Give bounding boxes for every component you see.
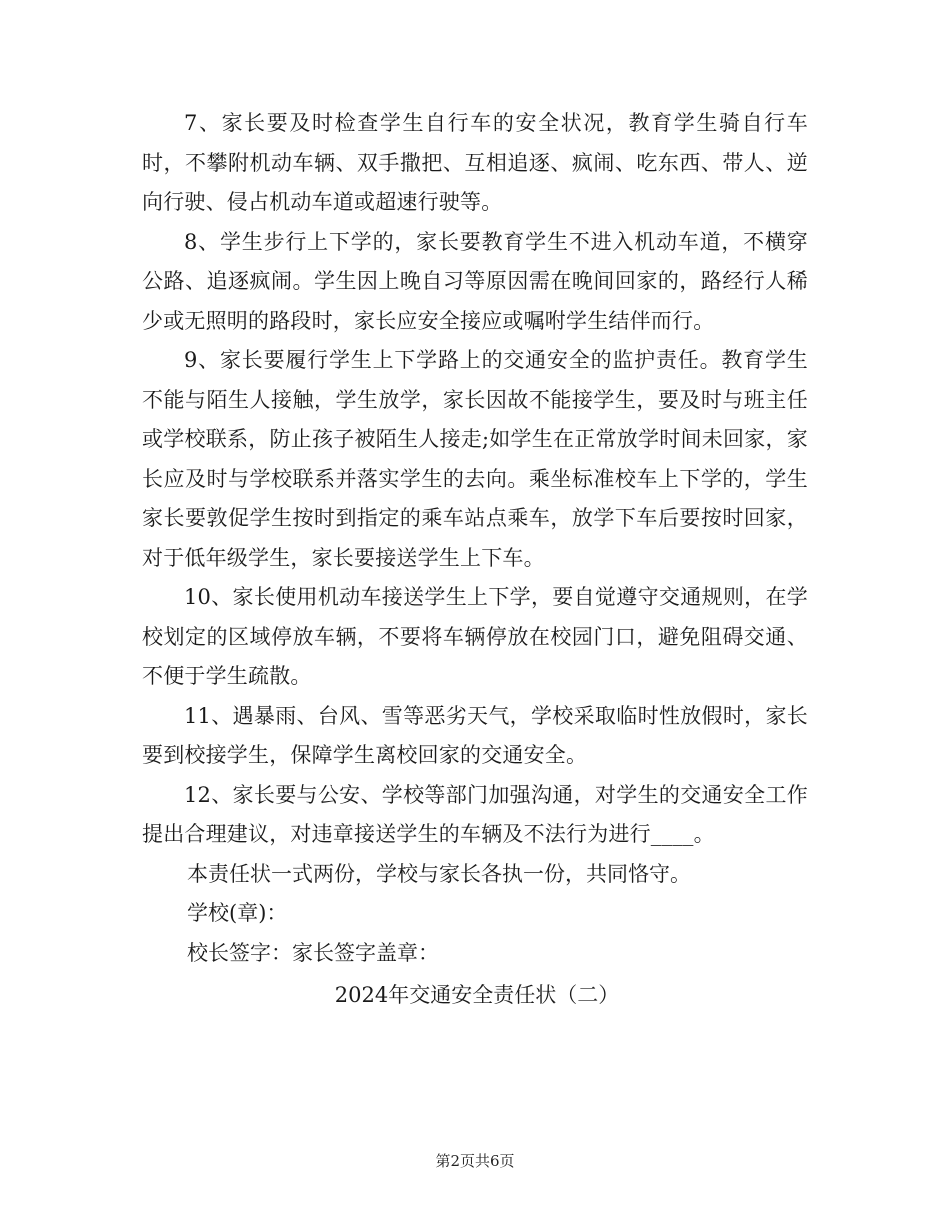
paragraph-item-10: 10、家长使用机动车接送学生上下学，要自觉遵守交通规则，在学校划定的区域停放车辆，不要将车辆停放在校园门口，避免阻碍交通、不便于学生疏散。 — [142, 585, 808, 688]
paragraph-item-11: 11、遇暴雨、台风、雪等恶劣天气，学校采取临时性放假时，家长要到校接学生，保障学生离校回家的交通安全。 — [142, 703, 808, 767]
signature-line: 校长签字：家长签字盖章： — [187, 940, 439, 965]
school-seal-line: 学校(章)： — [187, 901, 288, 925]
paragraph-item-8: 8、学生步行上下学的，家长要教育学生不进入机动车道，不横穿公路、追逐疯闹。学生因上晚自习等原因需在晚间回家的，路经行人稀少或无照明的路段时，家长应安全接应或嘱咐学生结伴而行。 — [142, 229, 808, 333]
section-title: 2024年交通安全责任状（二） — [334, 983, 620, 1007]
paragraph-item-12: 12、家长要与公安、学校等部门加强沟通，对学生的交通安全工作提出合理建议，对违章接送学生的车辆及不法行为进行____。 — [142, 782, 808, 846]
page-indicator: 第2页共6页 — [435, 1152, 515, 1170]
document-body — [142, 104, 808, 1015]
paragraph-item-7: 7、家长要及时检查学生自行车的安全状况，教育学生骑自行车时，不攀附机动车辆、双手撒把、互相追逐、疯闹、吃东西、带人、逆向行驶、侵占机动车道或超速行驶等。 — [142, 111, 808, 214]
paragraph-item-9: 9、家长要履行学生上下学路上的交通安全的监护责任。教育学生不能与陌生人接触，学生放学，家长因故不能接学生，要及时与班主任或学校联系，防止孩子被陌生人接走;如学生在正常放学时间未回家，家长应及时与学校联系并落实学生的去向。乘坐标准校车上下学的，学生家长要敦促学生按时到指定的乘车站点乘车，放学下车后要按时回家，对于低年级学生，家长要接送学生上下车。 — [142, 348, 808, 570]
closing-statement: 本责任状一式两份，学校与家长各执一份，共同恪守。 — [187, 861, 691, 886]
